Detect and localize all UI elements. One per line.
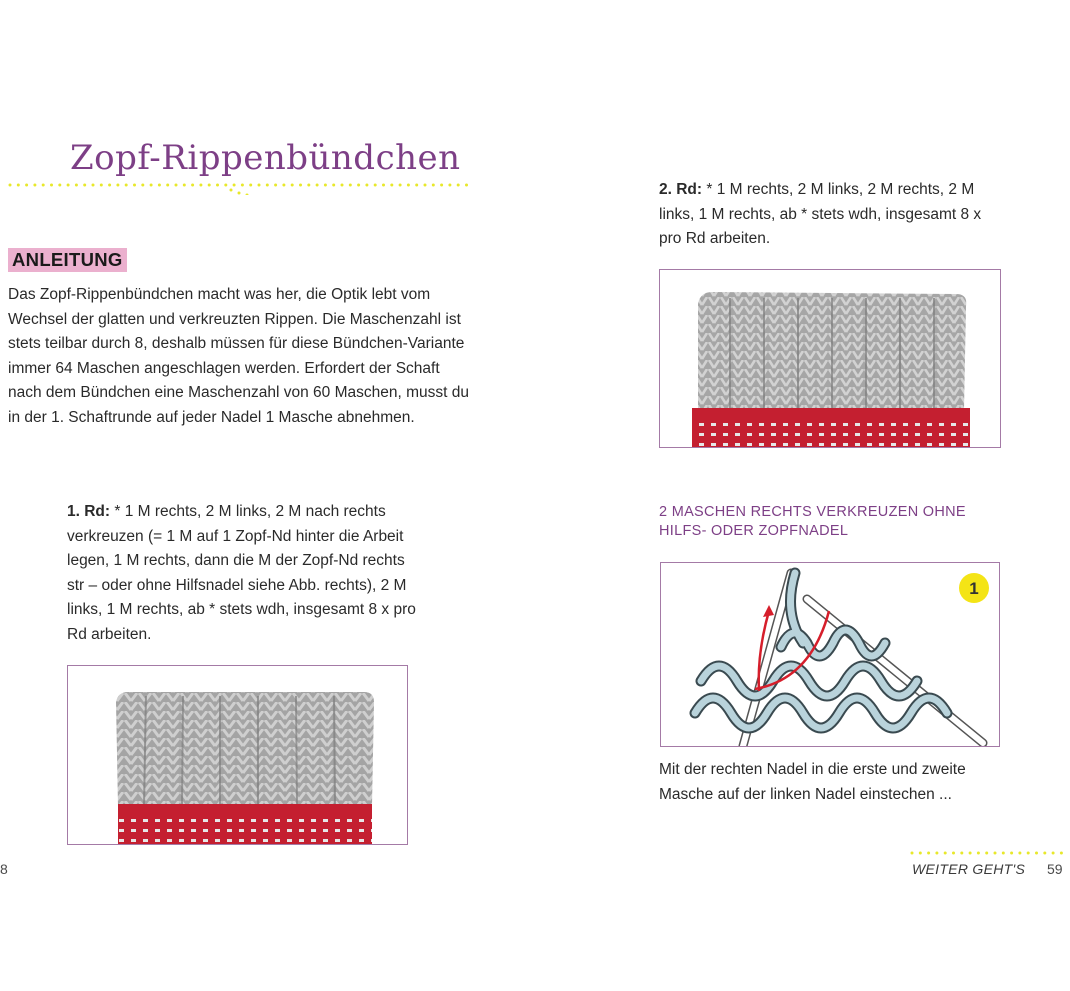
technique-subheading: 2 MASCHEN RECHTS VERKREUZEN OHNE HILFS- ODER ZOPFNADEL xyxy=(659,504,966,539)
dotted-divider xyxy=(8,181,474,195)
knit-photo-round-2 xyxy=(659,269,1001,448)
page-number-left: 8 xyxy=(0,861,8,877)
page-title: Zopf-Rippenbündchen xyxy=(70,138,461,178)
round-2-instruction xyxy=(659,178,994,252)
knit-photo-round-1 xyxy=(67,665,408,845)
page-number-right: 59 xyxy=(1047,861,1063,877)
continue-label: WEITER GEHT'S xyxy=(912,861,1026,877)
round-1-text: * 1 M rechts, 2 M links, 2 M nach rechts verkreuzen (= 1 M auf 1 Zopf-Nd hinter die Arbeit legen, 1 M rechts, dann die M der Zopf-Nd rechts str – oder ohne Hilfsnadel siehe Abb. rechts), 2 M links, 1 M rechts, ab * stets wdh, insgesamt 8 x pro Rd arbeiten. xyxy=(67,503,416,643)
illustration-caption: Mit der rechten Nadel in die erste und zweite Masche auf der linken Nadel einstechen ... xyxy=(659,761,966,803)
round-2-label: 2. Rd: xyxy=(659,181,703,198)
round-1-label: 1. Rd: xyxy=(67,503,111,520)
intro-paragraph: Das Zopf-Rippenbündchen macht was her, die Optik lebt vom Wechsel der glatten und verkreuzten Rippen. Die Maschenzahl ist stets teilbar durch 8, deshalb müssen für diese Bündchen-Variante immer 64 Maschen angeschlagen werden. Erfordert der Schaft nach dem Bündchen eine Maschenzahl von 60 Maschen, musst du in der 1. Schaftrunde auf jeder Nadel 1 Masche abnehmen. xyxy=(8,286,469,426)
footer-dotted-line xyxy=(910,848,1066,858)
round-1-instruction xyxy=(67,500,419,647)
section-heading: ANLEITUNG xyxy=(8,248,127,272)
round-2-text: * 1 M rechts, 2 M links, 2 M rechts, 2 M links, 1 M rechts, ab * stets wdh, insgesamt 8 x pro Rd arbeiten. xyxy=(659,181,982,247)
knitting-illustration xyxy=(660,562,1000,747)
step-number: 1 xyxy=(969,579,979,598)
